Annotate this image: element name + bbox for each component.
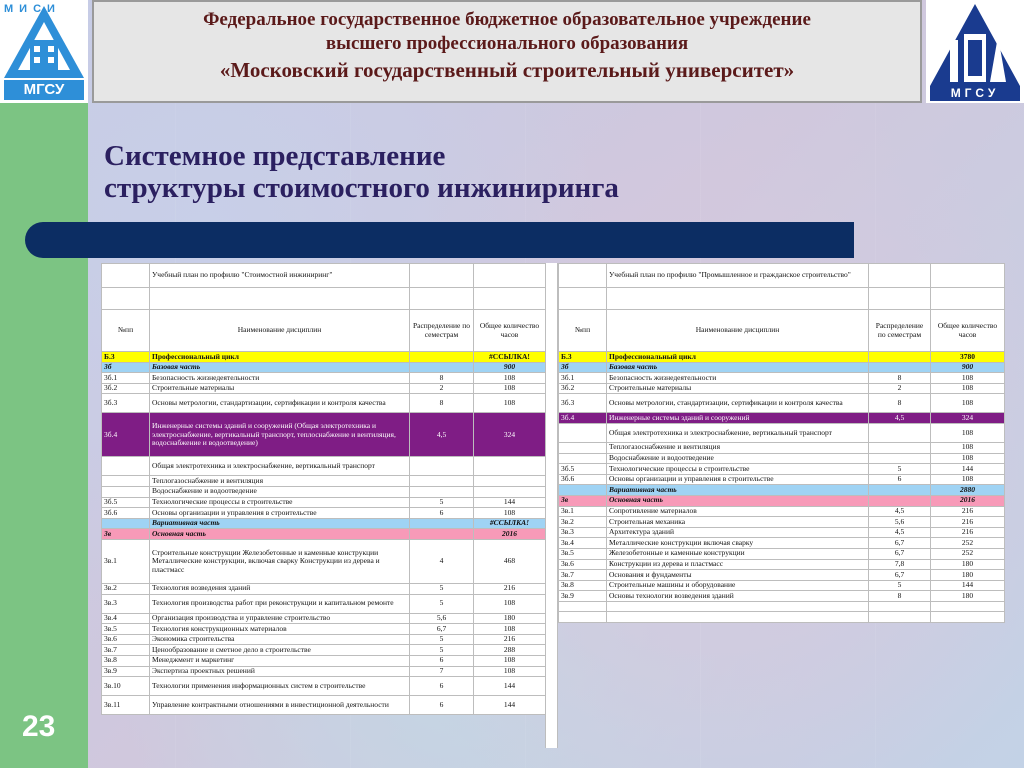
table-row xyxy=(102,539,546,583)
table-row xyxy=(102,362,546,373)
row-hours: 216 xyxy=(931,506,1005,517)
row-hours: 108 xyxy=(931,373,1005,384)
row-code xyxy=(559,423,607,442)
left-decor-strip xyxy=(0,103,88,768)
row-hours: 108 xyxy=(474,508,546,519)
table-row xyxy=(102,373,546,384)
spacer-cell xyxy=(410,288,474,310)
caption-spacer xyxy=(869,264,931,288)
table-row xyxy=(102,497,546,508)
row-code xyxy=(102,518,150,529)
row-semester: 5 xyxy=(410,645,474,656)
row-hours: 144 xyxy=(931,464,1005,475)
row-semester: 6 xyxy=(410,655,474,666)
title-line-1: Системное представление xyxy=(104,140,446,172)
row-discipline: Теплогазоснабжение и вентиляция xyxy=(607,442,869,453)
row-code xyxy=(102,476,150,487)
row-code: 3в.4 xyxy=(559,538,607,549)
row-code xyxy=(559,442,607,453)
row-code xyxy=(559,485,607,496)
row-code: 3в.10 xyxy=(102,677,150,696)
row-semester xyxy=(869,485,931,496)
page-number: 23 xyxy=(22,710,56,743)
spacer-cell xyxy=(559,288,607,310)
table-row xyxy=(102,634,546,645)
row-discipline: Общая электротехника и электроснабжение, вертикальный транспорт xyxy=(150,457,410,476)
row-discipline: Основы технологии возведения зданий xyxy=(607,591,869,602)
table-row xyxy=(559,506,1005,517)
caption-spacer xyxy=(559,264,607,288)
row-hours: 108 xyxy=(474,383,546,394)
spacer-row xyxy=(559,288,1005,310)
row-code xyxy=(102,457,150,476)
row-code: Б.3 xyxy=(102,352,150,363)
spacer-row xyxy=(102,288,546,310)
table-row xyxy=(102,476,546,487)
row-code: 3б xyxy=(102,362,150,373)
row-code: 3в.11 xyxy=(102,696,150,715)
row-semester xyxy=(410,518,474,529)
row-discipline: Архитектура зданий xyxy=(607,527,869,538)
row-discipline xyxy=(607,612,869,623)
row-semester xyxy=(869,495,931,506)
row-hours: 108 xyxy=(931,442,1005,453)
row-semester: 6 xyxy=(410,508,474,519)
row-discipline: Основы организации и управления в строительстве xyxy=(607,474,869,485)
row-code: 3б.1 xyxy=(102,373,150,384)
row-hours: 108 xyxy=(474,373,546,384)
row-discipline: Основная часть xyxy=(607,495,869,506)
row-semester xyxy=(410,476,474,487)
spacer-cell xyxy=(102,288,150,310)
row-semester: 7 xyxy=(410,666,474,677)
row-hours: 180 xyxy=(931,559,1005,570)
col-header-name: Наименование дисциплин xyxy=(607,310,869,352)
row-hours: 180 xyxy=(931,591,1005,602)
row-hours: 108 xyxy=(931,453,1005,464)
row-discipline: Безопасность жизнедеятельности xyxy=(607,373,869,384)
table-row xyxy=(559,517,1005,528)
row-hours: 324 xyxy=(931,413,1005,424)
table-row xyxy=(102,594,546,613)
table-row xyxy=(559,485,1005,496)
table-row xyxy=(102,613,546,624)
table-row xyxy=(559,570,1005,581)
misi-mgsu-logo xyxy=(0,0,88,103)
row-semester xyxy=(410,486,474,497)
row-hours: 108 xyxy=(474,394,546,413)
table-row xyxy=(102,352,546,363)
row-hours: 2016 xyxy=(931,495,1005,506)
caption-spacer xyxy=(410,264,474,288)
row-discipline: Безопасность жизнедеятельности xyxy=(150,373,410,384)
row-semester: 6,7 xyxy=(410,624,474,635)
row-code: 3в.5 xyxy=(559,548,607,559)
spacer-cell xyxy=(474,288,546,310)
row-semester: 6 xyxy=(410,696,474,715)
row-code: 3б.5 xyxy=(102,497,150,508)
row-discipline xyxy=(607,601,869,612)
row-hours: 252 xyxy=(931,538,1005,549)
row-semester: 5 xyxy=(410,583,474,594)
caption-row xyxy=(559,264,1005,288)
table-row xyxy=(102,624,546,635)
row-hours: 324 xyxy=(474,413,546,457)
ida-mgsu-logo xyxy=(926,0,1024,103)
row-discipline: Основы метрологии, стандартизации, сертификации и контроля качества xyxy=(150,394,410,413)
row-semester: 7,8 xyxy=(869,559,931,570)
row-semester: 8 xyxy=(869,591,931,602)
row-hours xyxy=(474,476,546,487)
table-row xyxy=(559,474,1005,485)
row-hours xyxy=(931,601,1005,612)
row-code: 3в.7 xyxy=(102,645,150,656)
table-row xyxy=(102,457,546,476)
table-row xyxy=(102,696,546,715)
caption-row xyxy=(102,264,546,288)
caption-spacer xyxy=(931,264,1005,288)
table-row xyxy=(102,508,546,519)
caption-spacer xyxy=(102,264,150,288)
row-discipline: Технологические процессы в строительстве xyxy=(150,497,410,508)
row-semester: 2 xyxy=(410,383,474,394)
row-semester: 5,6 xyxy=(410,613,474,624)
row-discipline: Технология производства работ при реконструкции и капитальном ремонте xyxy=(150,594,410,613)
row-discipline: Водоснабжение и водоотведение xyxy=(607,453,869,464)
row-discipline: Общая электротехника и электроснабжение, вертикальный транспорт xyxy=(607,423,869,442)
row-semester: 4,5 xyxy=(869,527,931,538)
row-code: 3б.4 xyxy=(559,413,607,424)
row-semester: 6 xyxy=(410,677,474,696)
table-caption: Учебный план по профилю "Стоимостной инжиниринг" xyxy=(150,264,410,288)
logo-left-bottom-text: МГСУ xyxy=(23,81,65,98)
row-semester xyxy=(410,457,474,476)
row-semester: 5,6 xyxy=(869,517,931,528)
logo-left-top-text: МИСИ xyxy=(4,3,61,15)
row-discipline: Управление контрактными отношениями в инвестиционной деятельности xyxy=(150,696,410,715)
row-code: 3в.6 xyxy=(559,559,607,570)
row-code: 3в xyxy=(559,495,607,506)
table-row xyxy=(559,453,1005,464)
header-row xyxy=(559,310,1005,352)
row-semester: 5 xyxy=(869,464,931,475)
col-header-hours: Общее количество часов xyxy=(931,310,1005,352)
row-hours: 900 xyxy=(931,362,1005,373)
row-code: 3в.8 xyxy=(559,580,607,591)
row-semester xyxy=(869,352,931,363)
table-row xyxy=(102,677,546,696)
table-row xyxy=(102,394,546,413)
row-hours xyxy=(474,486,546,497)
row-code xyxy=(559,453,607,464)
table-row xyxy=(102,413,546,457)
row-semester xyxy=(869,362,931,373)
table-row xyxy=(559,383,1005,394)
row-discipline: Водоснабжение и водоотведение xyxy=(150,486,410,497)
row-hours xyxy=(474,457,546,476)
row-hours: 216 xyxy=(474,634,546,645)
table-row xyxy=(559,527,1005,538)
row-hours xyxy=(931,612,1005,623)
table-row xyxy=(559,413,1005,424)
row-hours: 144 xyxy=(474,696,546,715)
spacer-cell xyxy=(607,288,869,310)
row-code: 3в.5 xyxy=(102,624,150,635)
row-semester xyxy=(869,612,931,623)
row-discipline: Железобетонные и каменные конструкции xyxy=(607,548,869,559)
spacer-cell xyxy=(931,288,1005,310)
row-discipline: Строительные материалы xyxy=(607,383,869,394)
header-line-2: высшего профессионального образования xyxy=(325,33,689,54)
table-row xyxy=(559,548,1005,559)
row-semester xyxy=(869,601,931,612)
row-hours: 144 xyxy=(474,677,546,696)
table-row xyxy=(559,612,1005,623)
row-hours: 108 xyxy=(474,594,546,613)
table-row xyxy=(102,486,546,497)
university-header xyxy=(92,0,922,103)
row-discipline: Конструкции из дерева и пластмасс xyxy=(607,559,869,570)
row-code: 3б.4 xyxy=(102,413,150,457)
row-code: 3в.7 xyxy=(559,570,607,581)
row-hours: 216 xyxy=(931,517,1005,528)
logo-right-bottom-text: МГСУ xyxy=(950,86,1000,100)
row-hours: 3780 xyxy=(931,352,1005,363)
row-discipline: Технология конструкционных материалов xyxy=(150,624,410,635)
table-row xyxy=(559,352,1005,363)
row-discipline: Строительные конструкции Железобетонные и каменные конструкции Металлические конструкции, включая сварку Конструкции из дерева и пластмасс xyxy=(150,539,410,583)
row-discipline: Ценообразование и сметное дело в строительстве xyxy=(150,645,410,656)
row-semester: 8 xyxy=(869,394,931,413)
row-discipline: Инженерные системы зданий и сооружений xyxy=(607,413,869,424)
row-discipline: Основания и фундаменты xyxy=(607,570,869,581)
row-hours: 108 xyxy=(474,666,546,677)
table-row xyxy=(102,583,546,594)
row-semester: 4,5 xyxy=(869,413,931,424)
row-code xyxy=(559,612,607,623)
table-row xyxy=(102,383,546,394)
row-hours: 108 xyxy=(931,423,1005,442)
row-hours: 108 xyxy=(474,624,546,635)
col-header-number: №пп xyxy=(102,310,150,352)
table-row xyxy=(102,655,546,666)
row-semester: 4 xyxy=(410,539,474,583)
row-semester xyxy=(410,362,474,373)
row-discipline: Технология возведения зданий xyxy=(150,583,410,594)
row-hours: #ССЫЛКА! xyxy=(474,352,546,363)
row-code: 3в.2 xyxy=(559,517,607,528)
row-code: 3б.3 xyxy=(102,394,150,413)
table-row xyxy=(559,495,1005,506)
row-semester: 8 xyxy=(410,373,474,384)
table-row xyxy=(559,591,1005,602)
row-discipline: Основы метрологии, стандартизации, сертификации и контроля качества xyxy=(607,394,869,413)
caption-spacer xyxy=(474,264,546,288)
row-code xyxy=(559,601,607,612)
table-row xyxy=(559,601,1005,612)
row-code: 3в.1 xyxy=(559,506,607,517)
title-line-2: структуры стоимостного инжиниринга xyxy=(104,172,619,204)
row-code: 3в.4 xyxy=(102,613,150,624)
row-code: 3б xyxy=(559,362,607,373)
row-semester: 6,7 xyxy=(869,570,931,581)
row-semester: 5 xyxy=(410,497,474,508)
row-code: 3б.1 xyxy=(559,373,607,384)
row-semester: 6,7 xyxy=(869,548,931,559)
row-discipline: Основы организации и управления в строительстве xyxy=(150,508,410,519)
table-row xyxy=(102,645,546,656)
table-row xyxy=(559,394,1005,413)
row-hours: #ССЫЛКА! xyxy=(474,518,546,529)
row-hours: 108 xyxy=(931,383,1005,394)
row-hours: 180 xyxy=(474,613,546,624)
row-semester xyxy=(869,423,931,442)
row-discipline: Экономика строительства xyxy=(150,634,410,645)
row-code xyxy=(102,486,150,497)
row-semester xyxy=(410,529,474,540)
row-discipline: Менеджмент и маркетинг xyxy=(150,655,410,666)
row-semester: 2 xyxy=(869,383,931,394)
row-code: 3в.9 xyxy=(102,666,150,677)
row-hours: 108 xyxy=(931,474,1005,485)
header-line-1: Федеральное государственное бюджетное образовательное учреждение xyxy=(203,9,811,30)
row-hours: 468 xyxy=(474,539,546,583)
row-semester: 5 xyxy=(410,634,474,645)
col-header-name: Наименование дисциплин xyxy=(150,310,410,352)
row-discipline: Экспертиза проектных решений xyxy=(150,666,410,677)
row-discipline: Металлические конструкции включая сварку xyxy=(607,538,869,549)
row-semester: 8 xyxy=(410,394,474,413)
table-row xyxy=(102,518,546,529)
row-hours: 900 xyxy=(474,362,546,373)
row-hours: 108 xyxy=(474,655,546,666)
col-header-semester: Распределение по семестрам xyxy=(410,310,474,352)
row-code: 3б.2 xyxy=(559,383,607,394)
row-discipline: Организация производства и управление строительство xyxy=(150,613,410,624)
row-discipline: Вариативная часть xyxy=(607,485,869,496)
row-discipline: Базовая часть xyxy=(607,362,869,373)
row-code: 3в xyxy=(102,529,150,540)
row-discipline: Строительная механика xyxy=(607,517,869,528)
row-discipline: Основная часть xyxy=(150,529,410,540)
table-caption: Учебный план по профилю "Промышленное и гражданское строительство" xyxy=(607,264,869,288)
table-row xyxy=(559,559,1005,570)
row-hours: 216 xyxy=(474,583,546,594)
row-semester xyxy=(869,442,931,453)
row-code: 3б.2 xyxy=(102,383,150,394)
row-hours: 216 xyxy=(931,527,1005,538)
row-discipline: Строительные материалы xyxy=(150,383,410,394)
row-code: 3б.6 xyxy=(559,474,607,485)
table-row xyxy=(559,538,1005,549)
right-curriculum-table xyxy=(558,263,1005,623)
row-semester: 5 xyxy=(410,594,474,613)
row-discipline: Сопротивление материалов xyxy=(607,506,869,517)
table-row xyxy=(102,666,546,677)
row-hours: 2016 xyxy=(474,529,546,540)
row-hours: 252 xyxy=(931,548,1005,559)
accent-bar xyxy=(25,222,854,258)
row-semester: 5 xyxy=(869,580,931,591)
row-code: 3в.3 xyxy=(559,527,607,538)
col-header-number: №пп xyxy=(559,310,607,352)
left-curriculum-table xyxy=(101,263,546,715)
row-discipline: Вариативная часть xyxy=(150,518,410,529)
spacer-cell xyxy=(150,288,410,310)
row-code: 3в.6 xyxy=(102,634,150,645)
row-code: 3б.3 xyxy=(559,394,607,413)
row-semester: 6 xyxy=(869,474,931,485)
row-discipline: Профессиональный цикл xyxy=(150,352,410,363)
row-semester: 4,5 xyxy=(410,413,474,457)
row-discipline: Строительные машины и оборудование xyxy=(607,580,869,591)
row-hours: 2880 xyxy=(931,485,1005,496)
table-row xyxy=(559,580,1005,591)
row-discipline: Технологии применения информационных систем в строительстве xyxy=(150,677,410,696)
row-code: 3б.6 xyxy=(102,508,150,519)
table-row xyxy=(559,464,1005,475)
row-hours: 180 xyxy=(931,570,1005,581)
row-discipline: Базовая часть xyxy=(150,362,410,373)
row-code: 3в.8 xyxy=(102,655,150,666)
header-row xyxy=(102,310,546,352)
row-semester: 8 xyxy=(869,373,931,384)
row-semester xyxy=(410,352,474,363)
col-header-semester: Распределение по семестрам xyxy=(869,310,931,352)
row-hours: 144 xyxy=(931,580,1005,591)
table-row xyxy=(102,529,546,540)
row-semester: 6,7 xyxy=(869,538,931,549)
row-discipline: Технологические процессы в строительстве xyxy=(607,464,869,475)
row-discipline: Профессиональный цикл xyxy=(607,352,869,363)
table-gap xyxy=(545,263,558,748)
row-semester: 4,5 xyxy=(869,506,931,517)
row-hours: 144 xyxy=(474,497,546,508)
col-header-hours: Общее количество часов xyxy=(474,310,546,352)
spacer-cell xyxy=(869,288,931,310)
row-semester xyxy=(869,453,931,464)
header-line-3: «Московский государственный строительный университет» xyxy=(219,58,795,82)
slide-title xyxy=(104,140,844,204)
row-code: 3в.1 xyxy=(102,539,150,583)
row-discipline: Инженерные системы зданий и сооружений (Общая электротехника и электроснабжение, вертикальный транспорт, теплоснабжение и вентиляция, водоснабжение и водоотведение) xyxy=(150,413,410,457)
row-code: 3б.5 xyxy=(559,464,607,475)
table-row xyxy=(559,373,1005,384)
row-code: Б.3 xyxy=(559,352,607,363)
row-hours: 288 xyxy=(474,645,546,656)
table-row xyxy=(559,362,1005,373)
row-code: 3в.9 xyxy=(559,591,607,602)
table-row xyxy=(559,442,1005,453)
row-code: 3в.3 xyxy=(102,594,150,613)
row-code: 3в.2 xyxy=(102,583,150,594)
table-row xyxy=(559,423,1005,442)
row-discipline: Теплогазоснабжение и вентиляция xyxy=(150,476,410,487)
row-hours: 108 xyxy=(931,394,1005,413)
